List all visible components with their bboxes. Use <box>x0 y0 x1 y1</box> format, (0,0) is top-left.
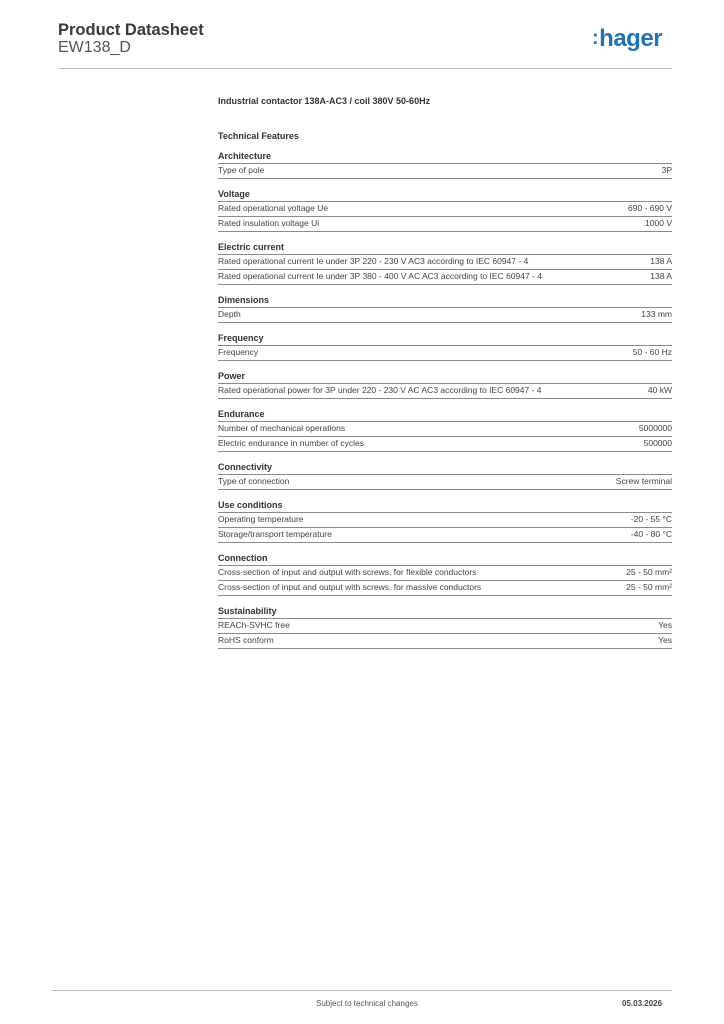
spec-row <box>218 565 672 580</box>
section-use-conditions <box>218 500 672 543</box>
spec-label: Operating temperature <box>218 514 304 524</box>
spec-row <box>218 580 672 596</box>
spec-label: Type of pole <box>218 165 265 175</box>
section-title: Frequency <box>218 333 264 343</box>
spec-label: Rated insulation voltage Ui <box>218 218 320 228</box>
footer-date: 05.03.2026 <box>622 999 663 1008</box>
spec-value: 25 - 50 mm² <box>626 567 672 577</box>
spec-row <box>218 163 672 179</box>
spec-label: Cross-section of input and output with screws, for massive conductors <box>218 582 482 592</box>
spec-label: Depth <box>218 309 241 319</box>
feature-sections <box>218 151 672 649</box>
spec-value: 500000 <box>643 438 672 448</box>
spec-value: 1000 V <box>645 218 672 228</box>
section-power <box>218 371 672 399</box>
section-title: Sustainability <box>218 606 277 616</box>
spec-label: Rated operational voltage Ue <box>218 203 329 213</box>
spec-value: 690 - 690 V <box>628 203 672 213</box>
spec-value: -20 - 55 °C <box>630 514 672 524</box>
section-architecture <box>218 151 672 179</box>
product-title: Industrial contactor 138A-AC3 / coil 380V 50-60Hz <box>218 96 431 106</box>
logo-colon-icon: : <box>592 27 599 49</box>
spec-label: Rated operational current Ie under 3P 380 - 400 V AC AC3 according to IEC 60947 - 4 <box>218 271 542 281</box>
spec-row <box>218 383 672 399</box>
spec-label: REACh-SVHC free <box>218 620 290 630</box>
datasheet-content <box>218 95 672 659</box>
spec-value: 25 - 50 mm² <box>626 582 672 592</box>
spec-value: 40 kW <box>647 385 672 395</box>
spec-row <box>218 307 672 323</box>
section-title: Dimensions <box>218 295 270 305</box>
spec-row <box>218 474 672 490</box>
spec-label: Cross-section of input and output with screws, for flexible conductors <box>218 567 477 577</box>
spec-value: 138 A <box>650 256 672 266</box>
header-divider <box>58 68 672 69</box>
spec-value: 138 A <box>650 271 672 281</box>
spec-row <box>218 201 672 216</box>
section-connection <box>218 553 672 596</box>
section-dimensions <box>218 295 672 323</box>
logo-text: hager <box>599 25 663 52</box>
spec-label: Rated operational power for 3P under 220 - 230 V AC AC3 according to IEC 60947 - 4 <box>218 385 542 395</box>
spec-value: 50 - 60 Hz <box>632 347 672 357</box>
section-title: Electric current <box>218 242 285 252</box>
section-title: Connection <box>218 553 268 563</box>
spec-value: 133 mm <box>641 309 672 319</box>
spec-label: Electric endurance in number of cycles <box>218 438 364 448</box>
section-title: Voltage <box>218 189 250 199</box>
spec-row <box>218 345 672 361</box>
section-sustainability <box>218 606 672 649</box>
footer-divider <box>52 990 672 991</box>
section-title: Use conditions <box>218 500 283 510</box>
section-voltage <box>218 189 672 232</box>
spec-row <box>218 436 672 452</box>
spec-label: Type of connection <box>218 476 290 486</box>
section-title: Connectivity <box>218 462 273 472</box>
spec-label: Storage/transport temperature <box>218 529 332 539</box>
spec-row <box>218 633 672 649</box>
features-heading: Technical Features <box>218 131 299 141</box>
section-title: Endurance <box>218 409 265 419</box>
spec-row <box>218 254 672 269</box>
section-endurance <box>218 409 672 452</box>
spec-value: -40 - 80 °C <box>630 529 672 539</box>
spec-row <box>218 527 672 543</box>
spec-value: 3P <box>661 165 672 175</box>
spec-value: Screw terminal <box>615 476 672 486</box>
spec-value: Yes <box>658 620 672 630</box>
footer-note: Subject to technical changes <box>316 999 418 1008</box>
spec-label: Number of mechanical operations <box>218 423 346 433</box>
section-title: Architecture <box>218 151 272 161</box>
spec-value: 5000000 <box>638 423 672 433</box>
spec-row <box>218 269 672 285</box>
spec-row <box>218 421 672 436</box>
spec-value: Yes <box>658 635 672 645</box>
spec-label: Rated operational current Ie under 3P 220 - 230 V AC3 according to IEC 60947 - 4 <box>218 256 529 266</box>
hager-logo <box>592 27 662 51</box>
spec-row <box>218 618 672 633</box>
spec-row <box>218 512 672 527</box>
page-title: Product Datasheet <box>58 21 204 39</box>
spec-label: RoHS conform <box>218 635 274 645</box>
product-code: EW138_D <box>58 39 131 56</box>
section-connectivity <box>218 462 672 490</box>
section-frequency <box>218 333 672 361</box>
spec-row <box>218 216 672 232</box>
section-title: Power <box>218 371 246 381</box>
spec-label: Frequency <box>218 347 259 357</box>
section-electric-current <box>218 242 672 285</box>
